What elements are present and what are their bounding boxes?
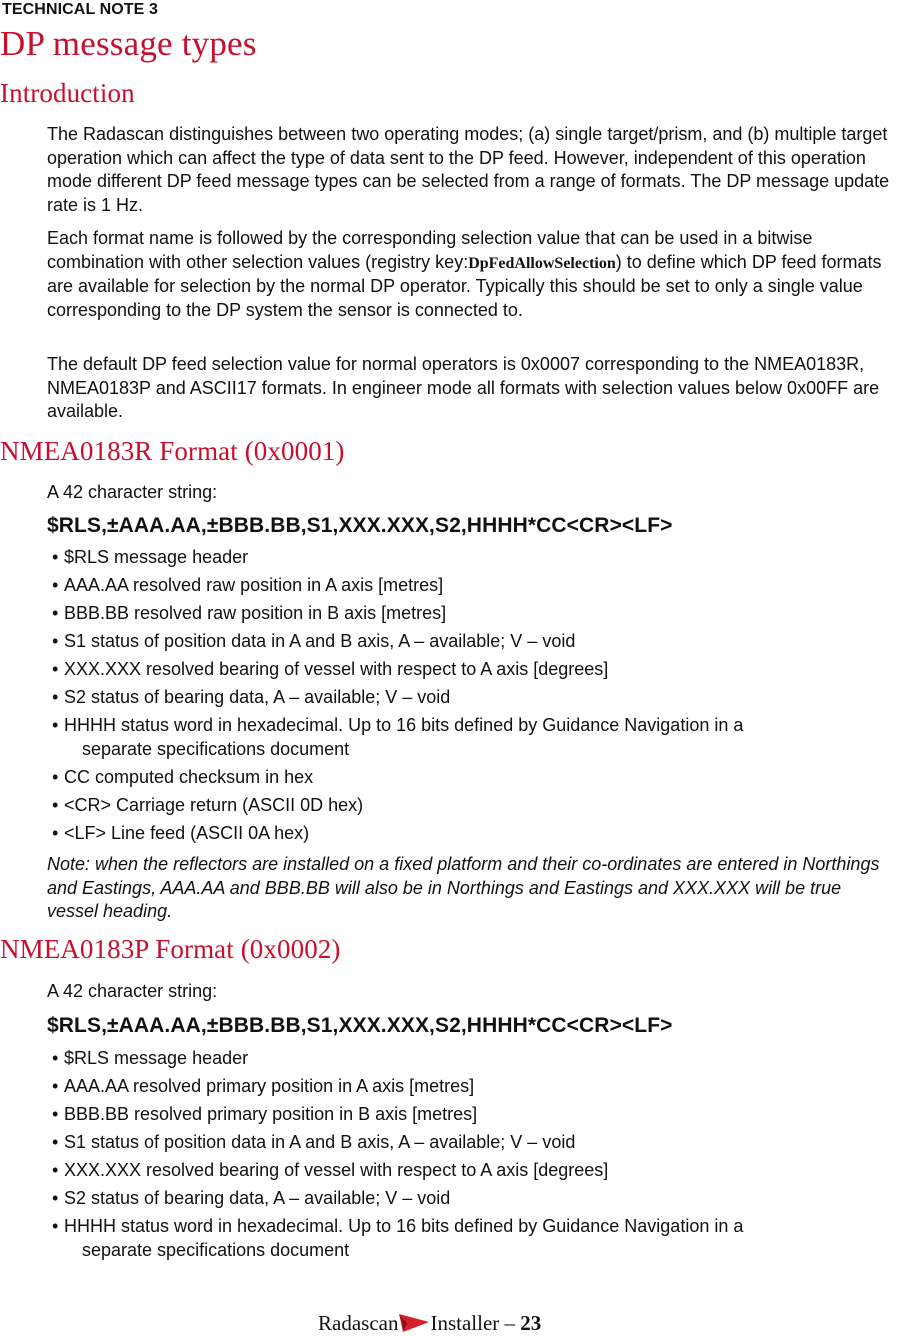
list-item-text: <CR> Carriage return (ASCII 0D hex) [64, 794, 364, 815]
bullet-icon: • [52, 547, 59, 567]
nmea0183p-field-list [52, 1047, 892, 1267]
list-item [52, 822, 892, 846]
list-item [52, 1187, 892, 1211]
intro-paragraph-3: The default DP feed selection value for normal operators is 0x0007 corresponding to the NMEA0183R, NMEA0183P and ASCII17 formats. In engineer mode all formats with selection values below 0x00FF are available. [47, 354, 880, 422]
introduction-heading: Introduction [0, 78, 135, 108]
list-item-text: $RLS message header [64, 547, 249, 567]
list-item-text: S1 status of position data in A and B axis, A – available; V – void [64, 1132, 576, 1152]
nmea0183r-note: Note: when the reflectors are installed on a fixed platform and their co-ordinates are entered in Northings and Eastings, AAA.AA and BBB.BB will also be in Northings and Eastings and XXX.XXX will be true vessel heading. [47, 854, 880, 922]
list-item-text: S1 status of position data in A and B axis, A – available; V – void [64, 631, 576, 651]
bullet-icon: • [52, 659, 59, 679]
page-number: 23 [520, 1311, 542, 1335]
intro-paragraph-1: The Radascan distinguishes between two operating modes; (a) single target/prism, and (b) multiple target operation which can affect the type of data sent to the DP feed. However, independent of this operation mode different DP feed message types can be selected from a range of formats. The DP message update rate is 1 Hz. [47, 124, 890, 216]
bullet-icon: • [52, 1188, 59, 1208]
bullet-icon: • [52, 687, 59, 707]
bullet-icon: • [52, 1160, 59, 1180]
list-item [52, 658, 892, 682]
list-item-text: HHHH status word in hexadecimal. Up to 16 bits defined by Guidance Navigation in a [64, 1216, 744, 1236]
bullet-icon: • [52, 766, 59, 787]
list-item [52, 630, 892, 654]
list-item-text: XXX.XXX resolved bearing of vessel with respect to A axis [degrees] [64, 1160, 609, 1180]
list-item-continuation: separate specifications document [82, 738, 350, 759]
nmea0183r-format-string: $RLS,±AAA.AA,±BBB.BB,S1,XXX.XXX,S2,HHHH*CC<CR><LF> [47, 514, 673, 537]
nmea0183p-format-string: $RLS,±AAA.AA,±BBB.BB,S1,XXX.XXX,S2,HHHH*CC<CR><LF> [47, 1014, 673, 1037]
list-item-text: BBB.BB resolved primary position in B axis [metres] [64, 1104, 478, 1124]
list-item [52, 714, 892, 761]
bullet-icon: • [52, 1048, 59, 1068]
list-item-text: AAA.AA resolved raw position in A axis [metres] [64, 575, 444, 595]
list-item-text: CC computed checksum in hex [64, 766, 314, 787]
list-item [52, 1159, 892, 1183]
list-item-text: $RLS message header [64, 1048, 249, 1068]
nmea0183r-field-list [52, 546, 892, 850]
list-item-text: XXX.XXX resolved bearing of vessel with respect to A axis [degrees] [64, 659, 609, 679]
list-item-text: S2 status of bearing data, A – available; V – void [64, 1188, 451, 1208]
bullet-icon: • [52, 1076, 59, 1096]
technical-note-label: TECHNICAL NOTE 3 [2, 1, 158, 18]
nmea0183p-heading: NMEA0183P Format (0x0002) [0, 934, 341, 964]
list-item-text: <LF> Line feed (ASCII 0A hex) [64, 822, 310, 843]
page-footer [318, 1310, 541, 1336]
list-item [52, 1075, 892, 1099]
list-item [52, 1131, 892, 1155]
footer-brand: Radascan [318, 1311, 399, 1335]
page-title: DP message types [0, 24, 257, 63]
list-item [52, 574, 892, 598]
bullet-icon: • [52, 794, 59, 815]
list-item [52, 686, 892, 710]
list-item-text: BBB.BB resolved raw position in B axis [metres] [64, 603, 447, 623]
list-item-text: AAA.AA resolved primary position in A axis [metres] [64, 1076, 475, 1096]
list-item [52, 1215, 892, 1262]
list-item [52, 766, 892, 790]
registry-key: DpFedAllowSelection [468, 254, 616, 272]
bullet-icon: • [52, 575, 59, 595]
footer-doc-title: Installer – [430, 1311, 521, 1335]
bullet-icon: • [52, 1216, 59, 1236]
bullet-icon: • [52, 1132, 59, 1152]
list-item-continuation: separate specifications document [82, 1239, 350, 1260]
nmea0183r-description: A 42 character string: [47, 482, 218, 502]
bullet-icon: • [52, 1104, 59, 1124]
intro-paragraph-2: Each format name is followed by the corresponding selection value that can be used in a bitwise combination with other selection values (registry key:DpFedAllowSelection) to define which DP feed formats are available for selection by the normal DP operator. Typically this should be set to only a single value corresponding to the DP system the sensor is connected to. [47, 228, 882, 321]
nmea0183r-heading: NMEA0183R Format (0x0001) [0, 436, 345, 466]
list-item-text: HHHH status word in hexadecimal. Up to 16 bits defined by Guidance Navigation in a [64, 715, 744, 735]
list-item [52, 794, 892, 818]
list-item [52, 546, 892, 570]
bullet-icon: • [52, 631, 59, 651]
bullet-icon: • [52, 715, 59, 735]
radascan-logo-icon [398, 1310, 430, 1334]
bullet-icon: • [52, 603, 59, 623]
bullet-icon: • [52, 822, 59, 843]
list-item [52, 602, 892, 626]
list-item [52, 1047, 892, 1071]
nmea0183p-description: A 42 character string: [47, 981, 218, 1001]
list-item [52, 1103, 892, 1127]
list-item-text: S2 status of bearing data, A – available; V – void [64, 687, 451, 707]
